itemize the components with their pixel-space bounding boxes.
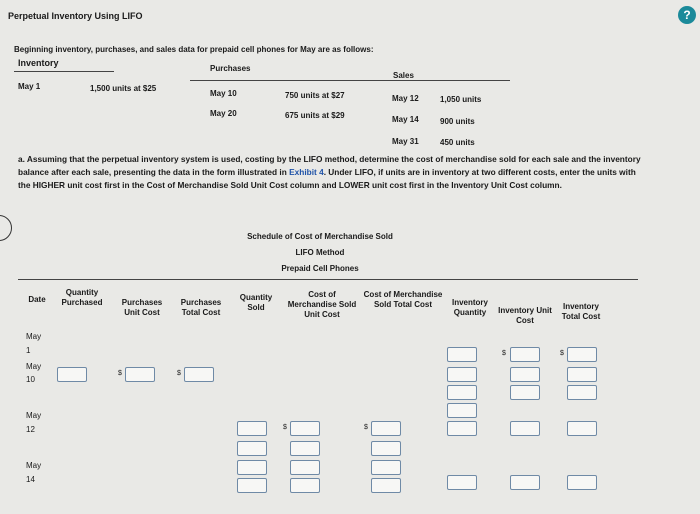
row-may12-day: 12 bbox=[26, 425, 35, 434]
col-date: Date bbox=[28, 295, 46, 304]
may10-total-cost-dollar: $ bbox=[177, 370, 181, 377]
purchase-units-2: 675 units at $29 bbox=[285, 111, 345, 120]
intro-text: Beginning inventory, purchases, and sales data for prepaid cell phones for May are as follows: bbox=[14, 45, 374, 54]
may14-qty-sold-input-2[interactable] bbox=[237, 478, 267, 493]
schedule-product: Prepaid Cell Phones bbox=[281, 264, 359, 273]
col-purchases-unit-cost: Purchases Unit Cost bbox=[121, 298, 163, 317]
may12-inv-qty-input-1[interactable] bbox=[447, 403, 477, 418]
may12-cost-unit-input-1[interactable] bbox=[290, 421, 320, 436]
col-cost-unit: Cost of Merchandise Sold Unit Cost bbox=[287, 290, 357, 319]
col-qty-purchased: Quantity Purchased bbox=[61, 288, 103, 307]
may12-qty-sold-input-2[interactable] bbox=[237, 441, 267, 456]
may10-qty-purchased-input[interactable] bbox=[57, 367, 87, 382]
may12-cost-unit-input-2[interactable] bbox=[290, 441, 320, 456]
may10-inv-qty-input-2[interactable] bbox=[447, 385, 477, 400]
row-may10-day: 10 bbox=[26, 375, 35, 384]
may12-cost-unit-dollar: $ bbox=[283, 424, 287, 431]
col-inv-unit: Inventory Unit Cost bbox=[498, 306, 552, 325]
row-may12-month: May bbox=[26, 411, 42, 420]
may10-inv-total-input-2[interactable] bbox=[567, 385, 597, 400]
may12-inv-total-input[interactable] bbox=[567, 421, 597, 436]
may1-inv-total-input[interactable] bbox=[567, 347, 597, 362]
col-inv-qty: Inventory Quantity bbox=[451, 298, 488, 317]
row-may1-month: May bbox=[26, 332, 42, 341]
row-may14-day: 14 bbox=[26, 475, 35, 484]
may12-inv-qty-input-2[interactable] bbox=[447, 421, 477, 436]
may12-inv-unit-input[interactable] bbox=[510, 421, 540, 436]
sale-date-2: May 14 bbox=[392, 115, 419, 124]
may14-inv-unit-input[interactable] bbox=[510, 475, 540, 490]
may10-unit-cost-input[interactable] bbox=[125, 367, 155, 382]
sale-date-3: May 31 bbox=[392, 137, 419, 146]
schedule-method: LIFO Method bbox=[295, 248, 345, 257]
may14-cost-unit-input-1[interactable] bbox=[290, 460, 320, 475]
may10-inv-qty-input-1[interactable] bbox=[447, 367, 477, 382]
instructions-prefix: a. Assuming that the perpetual inventory system is used, costing by the LIFO method, determine the cost of merchandise sold for each sale and the inventory balance after each sale, presenting the data in the form illustrated in bbox=[18, 154, 641, 177]
may10-inv-total-input-1[interactable] bbox=[567, 367, 597, 382]
purchases-header: Purchases bbox=[210, 64, 251, 73]
col-inv-total: Inventory Total Cost bbox=[561, 302, 601, 321]
row-may10-month: May bbox=[26, 362, 42, 371]
may14-cost-unit-input-2[interactable] bbox=[290, 478, 320, 493]
may1-inv-qty-input[interactable] bbox=[447, 347, 477, 362]
sale-date-1: May 12 bbox=[392, 94, 419, 103]
may12-cost-total-input-2[interactable] bbox=[371, 441, 401, 456]
col-purchases-total-cost: Purchases Total Cost bbox=[180, 298, 222, 317]
help-icon[interactable]: ? bbox=[678, 6, 696, 24]
may14-qty-sold-input-1[interactable] bbox=[237, 460, 267, 475]
sale-units-1: 1,050 units bbox=[440, 95, 482, 104]
inventory-date: May 1 bbox=[18, 82, 41, 91]
may14-cost-total-input-2[interactable] bbox=[371, 478, 401, 493]
may10-inv-unit-input-1[interactable] bbox=[510, 367, 540, 382]
may1-inv-unit-input[interactable] bbox=[510, 347, 540, 362]
may12-cost-total-input-1[interactable] bbox=[371, 421, 401, 436]
may14-cost-total-input-1[interactable] bbox=[371, 460, 401, 475]
may1-inv-unit-dollar: $ bbox=[502, 350, 506, 357]
purchase-date-2: May 20 bbox=[210, 109, 237, 118]
schedule-top-rule bbox=[18, 279, 638, 280]
may14-inv-total-input[interactable] bbox=[567, 475, 597, 490]
purchase-date-1: May 10 bbox=[210, 89, 237, 98]
purchase-units-1: 750 units at $27 bbox=[285, 91, 345, 100]
instructions-suffix: . Under LIFO, if units are in inventory at two different costs, enter the units with the HIGHER unit cost first in the Cost of Merchandise Sold Unit Cost column and LOWER unit cost first in the Inventory Unit Cost column. bbox=[18, 167, 636, 190]
row-may14-month: May bbox=[26, 461, 42, 470]
may14-inv-qty-input[interactable] bbox=[447, 475, 477, 490]
may12-cost-total-dollar: $ bbox=[364, 424, 368, 431]
inventory-header-rule bbox=[14, 71, 114, 72]
may12-qty-sold-input-1[interactable] bbox=[237, 421, 267, 436]
may10-total-cost-input[interactable] bbox=[184, 367, 214, 382]
sale-units-2: 900 units bbox=[440, 117, 475, 126]
may10-inv-unit-input-2[interactable] bbox=[510, 385, 540, 400]
col-cost-total: Cost of Merchandise Sold Total Cost bbox=[363, 290, 443, 309]
inventory-header: Inventory bbox=[18, 58, 59, 68]
may10-unit-cost-dollar: $ bbox=[118, 370, 122, 377]
scroll-indicator-circle bbox=[0, 215, 12, 241]
col-qty-sold: Quantity Sold bbox=[239, 293, 273, 312]
may1-inv-total-dollar: $ bbox=[560, 350, 564, 357]
row-may1-day: 1 bbox=[26, 346, 31, 355]
sale-units-3: 450 units bbox=[440, 138, 475, 147]
exhibit-link[interactable]: Exhibit 4 bbox=[289, 167, 324, 177]
instructions-paragraph bbox=[18, 153, 648, 192]
inventory-units: 1,500 units at $25 bbox=[90, 84, 157, 93]
page-title: Perpetual Inventory Using LIFO bbox=[8, 11, 143, 21]
schedule-title: Schedule of Cost of Merchandise Sold bbox=[247, 232, 393, 241]
sales-header: Sales bbox=[393, 71, 414, 80]
purchases-sales-rule bbox=[190, 80, 510, 81]
